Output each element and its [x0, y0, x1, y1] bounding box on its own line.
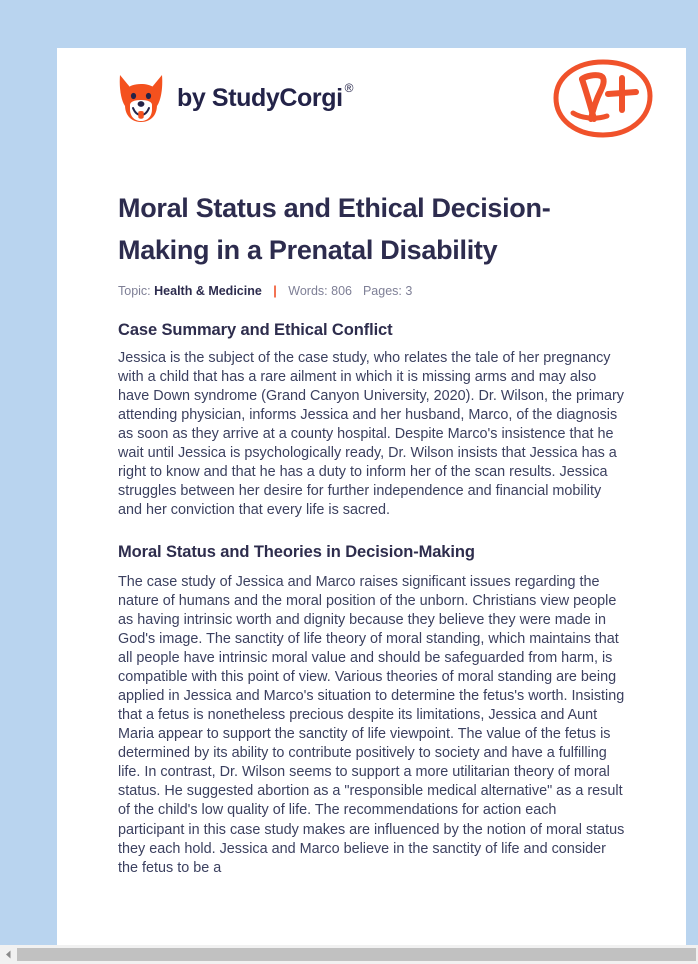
page-title: Moral Status and Ethical Decision-Making in a Prenatal Disability — [118, 193, 551, 265]
registered-trademark-icon: ® — [344, 80, 354, 95]
document-body — [57, 321, 686, 877]
words-value: 806 — [331, 284, 352, 299]
scroll-left-button[interactable] — [0, 945, 17, 964]
topic-label: Topic: — [118, 284, 151, 299]
document-page — [57, 48, 686, 945]
pages-label: Pages: — [362, 284, 402, 299]
section-heading-case-summary: Case Summary and Ethical Conflict — [118, 321, 393, 340]
meta-separator: | — [273, 284, 277, 299]
brand-name-text: by StudyCorgi — [177, 83, 343, 112]
words-label: Words: — [288, 284, 328, 299]
chevron-left-icon — [5, 950, 12, 959]
scrollbar-thumb[interactable] — [17, 948, 696, 961]
brand-logo-link[interactable] — [118, 72, 353, 124]
pages-value: 3 — [405, 284, 413, 299]
topic-value[interactable]: Health & Medicine — [154, 284, 262, 299]
corgi-logo-icon — [118, 72, 164, 124]
horizontal-scrollbar[interactable] — [0, 945, 698, 964]
section-paragraph-moral-status: The case study of Jessica and Marco raises significant issues regarding the nature of humans and the moral position of the unborn. Christians view people as having intrinsic worth and dignity because they believe they were made in God's image. The sanctity of life theory of moral standing, which maintains that all people have intrinsic moral value and should be safeguarded from harm, is compatible with this point of view. Various theories of moral standing are being applied in Jessica and Marco's situation to determine the fetus's worth. Insisting that a fetus is nonetheless precious despite its limitations, Jessica and Aunt Maria appear to support the sanctity of life viewpoint. The value of the fetus is determined by its ability to contribute positively to society and have a fulfilling life. In contrast, Dr. Wilson seems to support a more utilitarian theory of moral status. He suggested abortion as a "responsible medical alternative" as a result of the child's low quality of life. The recommendations for action each participant in this case study makes are influenced by the notion of moral status they each hold. Jessica and Marco believe in the sanctity of life and consider the fetus to be a — [118, 574, 625, 876]
brand-name — [177, 80, 354, 113]
document-meta — [57, 271, 686, 298]
document-header — [57, 48, 686, 158]
section-paragraph-case-summary: Jessica is the subject of the case study, who relates the tale of her pregnancy with a child that has a rare ailment in which it is missing arms and may also have Down syndrome (Grand Canyon University, 2020). Dr. Wilson, the primary attending physician, informs Jessica and her husband, Marco, of the diagnosis as soon as they arrive at a county hospital. Despite Marco's insistence that he wait until Jessica is psychologically ready, Dr. Wilson insists that Jessica has a right to know and that he has a duty to inform her of the scan results. Jessica struggles between her desire for further independence and financial mobility and her conviction that every life is sacred. — [118, 350, 624, 519]
section-heading-moral-status: Moral Status and Theories in Decision-Making — [118, 543, 475, 562]
